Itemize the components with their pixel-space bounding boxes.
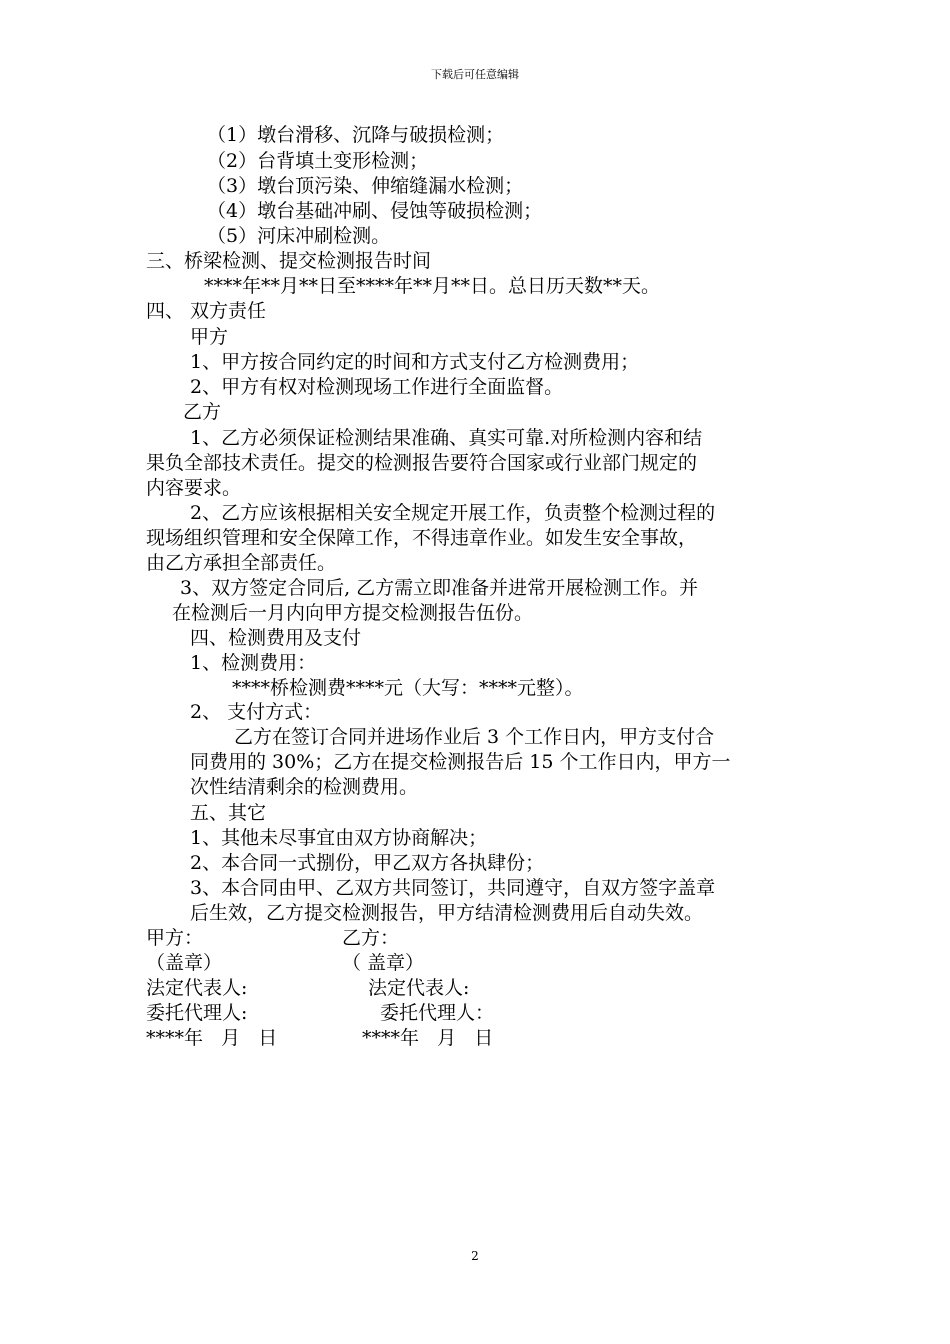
payment-line-1: 乙方在签订合同并进场作业后 3 个工作日内，甲方支付合 [234,726,715,748]
item-5: （5）河床冲刷检测。 [207,225,391,247]
signature-party-b-legal-rep: 法定代表人: [368,977,470,999]
party-b-clause-3-line-2: 在检测后一月内向甲方提交检测报告伍份。 [172,602,534,624]
signature-party-a-date: ****年 月 日 [146,1027,278,1049]
other-clause-3-line-2: 后生效，乙方提交检测报告，甲方结清检测费用后自动失效。 [190,902,704,924]
signature-party-b-agent: 委托代理人： [380,1002,495,1024]
fees-item-1-detail: ****桥检测费****元（大写：****元整）。 [232,677,584,699]
signature-party-b-date: ****年 月 日 [362,1027,494,1049]
signature-party-b: 乙方： [342,927,400,949]
party-b-clause-3-line-1: 3、双方签定合同后, 乙方需立即准备并进常开展检测工作。并 [180,577,699,599]
fees-item-1: 1、检测费用： [190,652,317,674]
party-b-heading: 乙方 [183,401,222,423]
party-b-clause-1-line-2: 果负全部技术责任。提交的检测报告要符合国家或行业部门规定的 [146,452,698,474]
signature-party-b-seal: （ 盖章） [342,952,425,974]
item-1: （1）墩台滑移、沉降与破损检测； [207,124,505,146]
signature-party-a-seal: （盖章） [146,952,223,974]
party-b-clause-2-line-2: 现场组织管理和安全保障工作，不得违章作业。如发生安全事故， [146,527,698,549]
party-a-heading: 甲方 [190,326,229,348]
other-clause-2: 2、本合同一式捌份，甲乙双方各执肆份； [190,852,545,874]
header-note: 下载后可任意编辑 [431,68,519,81]
item-2: （2）台背填土变形检测； [207,150,429,172]
other-title: 五、其它 [190,802,267,824]
page-number: 2 [471,1249,479,1263]
item-3: （3）墩台顶污染、伸缩缝漏水检测； [207,175,524,197]
fees-title: 四、检测费用及支付 [190,627,362,649]
signature-party-a-agent: 委托代理人: [146,1002,248,1024]
party-b-clause-1-line-1: 1、乙方必须保证检测结果准确、真实可靠.对所检测内容和结 [190,427,703,449]
party-a-clause-2: 2、甲方有权对检测现场工作进行全面监督。 [190,376,564,398]
item-4: （4）墩台基础冲刷、侵蚀等破损检测； [207,200,543,222]
party-a-clause-1: 1、甲方按合同约定的时间和方式支付乙方检测费用； [190,351,640,373]
signature-party-a-legal-rep: 法定代表人: [146,977,248,999]
party-b-clause-2-line-3: 由乙方承担全部责任。 [146,552,337,574]
payment-line-2: 同费用的 30%；乙方在提交检测报告后 15 个工作日内，甲方一 [190,751,731,773]
section3-text: ****年**月**日至****年**月**日。总日历天数**天。 [204,275,661,297]
party-b-clause-1-line-3: 内容要求。 [146,477,242,499]
payment-line-3: 次性结清剩余的检测费用。 [190,776,419,798]
other-clause-3-line-1: 3、本合同由甲、乙双方共同签订，共同遵守，自双方签字盖章 [190,877,716,899]
fees-item-2: 2、 支付方式： [190,701,323,723]
section4-title: 四、 双方责任 [146,300,267,322]
other-clause-1: 1、其他未尽事宜由双方协商解决； [190,827,488,849]
section3-title: 三、桥梁检测、提交检测报告时间 [146,250,432,272]
signature-party-a: 甲方： [146,927,204,949]
party-b-clause-2-line-1: 2、乙方应该根据相关安全规定开展工作，负责整个检测过程的 [190,502,716,524]
